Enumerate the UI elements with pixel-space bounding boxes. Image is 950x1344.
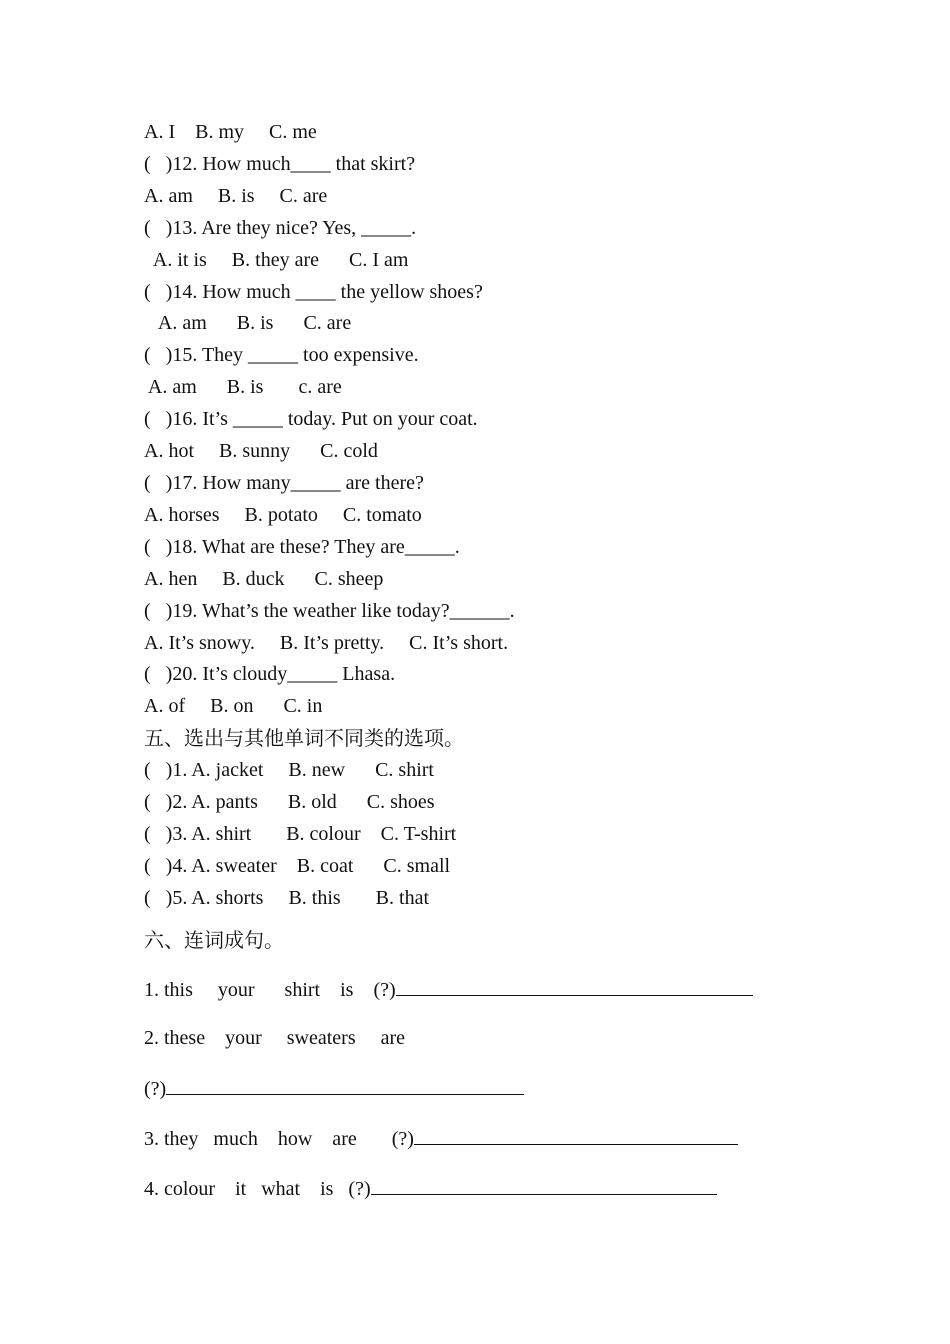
answer-line[interactable] [396, 977, 753, 996]
sentence-words: 3. they much how are (?) [144, 1128, 414, 1150]
option-line: A. I B. my C. me [144, 121, 317, 143]
sentence-item-2-answer [144, 1076, 524, 1101]
sentence-item-2 [144, 1026, 405, 1050]
sentence-words: (?) [144, 1078, 167, 1100]
odd-one-out-item: ( )4. A. sweater B. coat C. small [144, 855, 451, 877]
section-6-title: 六、连词成句。 [144, 928, 284, 952]
option-line: A. it is B. they are C. I am [144, 249, 409, 271]
question-15: ( )15. They _____ too expensive. [144, 344, 419, 366]
answer-line[interactable] [371, 1176, 717, 1195]
question-19: ( )19. What’s the weather like today?______. [144, 600, 515, 622]
sentence-item-3 [144, 1126, 738, 1151]
option-line: A. hen B. duck C. sheep [144, 568, 384, 590]
question-18: ( )18. What are these? They are_____. [144, 536, 460, 558]
option-line: A. hot B. sunny C. cold [144, 440, 378, 462]
sentence-item-4 [144, 1176, 717, 1201]
odd-one-out-item: ( )5. A. shorts B. this B. that [144, 887, 430, 909]
sentence-item-1 [144, 977, 753, 1002]
answer-line[interactable] [414, 1126, 738, 1145]
odd-one-out-item: ( )1. A. jacket B. new C. shirt [144, 759, 434, 781]
option-line: A. of B. on C. in [144, 695, 323, 717]
question-17: ( )17. How many_____ are there? [144, 472, 424, 494]
odd-one-out-item: ( )2. A. pants B. old C. shoes [144, 791, 435, 813]
option-line: A. It’s snowy. B. It’s pretty. C. It’s short. [144, 632, 509, 654]
question-14: ( )14. How much ____ the yellow shoes? [144, 281, 483, 303]
option-line: A. am B. is C. are [144, 312, 352, 334]
question-13: ( )13. Are they nice? Yes, _____. [144, 217, 417, 239]
sentence-words: 4. colour it what is (?) [144, 1178, 371, 1200]
option-line: A. horses B. potato C. tomato [144, 504, 422, 526]
question-16: ( )16. It’s _____ today. Put on your coat. [144, 408, 478, 430]
option-line: A. am B. is C. are [144, 185, 328, 207]
question-20: ( )20. It’s cloudy_____ Lhasa. [144, 663, 396, 685]
odd-one-out-item: ( )3. A. shirt B. colour C. T-shirt [144, 823, 457, 845]
sentence-words: 2. these your sweaters are [144, 1027, 406, 1049]
sentence-words: 1. this your shirt is (?) [144, 979, 396, 1001]
section-5-title: 五、选出与其他单词不同类的选项。 [144, 726, 464, 750]
answer-line[interactable] [166, 1076, 524, 1095]
option-line: A. am B. is c. are [144, 376, 342, 398]
question-12: ( )12. How much____ that skirt? [144, 153, 416, 175]
